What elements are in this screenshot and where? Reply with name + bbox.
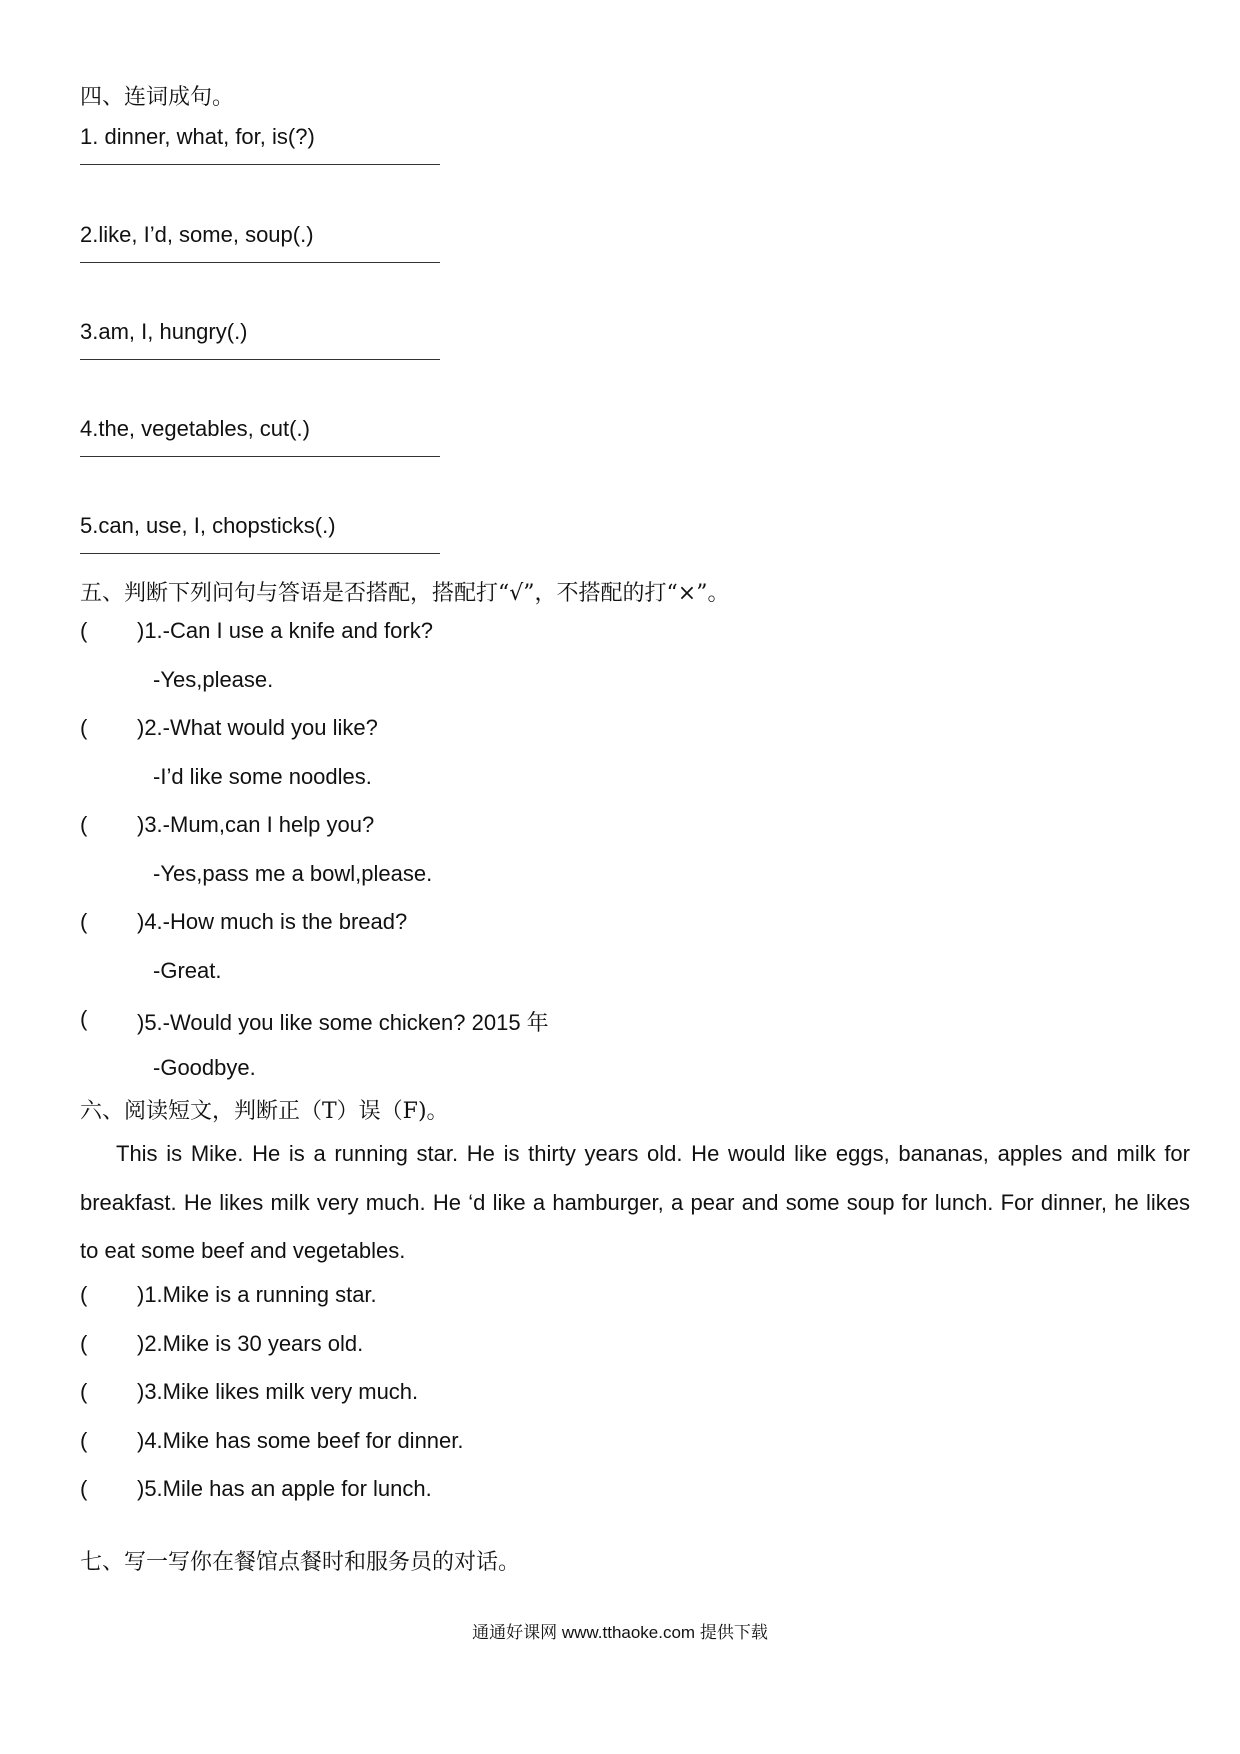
answer-line-1[interactable] — [80, 164, 440, 165]
answer-line-5[interactable] — [80, 553, 440, 554]
answer-line-2[interactable] — [80, 262, 440, 263]
s5-blank-2[interactable]: ( — [80, 715, 88, 740]
section6-heading: 六、阅读短文，判断正（T）误（F)。 — [80, 1099, 449, 1124]
s6-blank-3[interactable]: ( — [80, 1379, 88, 1404]
s5-answer-1: -Yes,please. — [153, 667, 274, 692]
s4-item-1: 1. dinner, what, for, is(?) — [80, 124, 315, 149]
footer-credit: 通通好课网 www.tthaoke.com 提供下载 — [472, 1623, 768, 1642]
s4-item-4: 4.the, vegetables, cut(.) — [80, 416, 310, 441]
s5-answer-4: -Great. — [153, 958, 222, 983]
section5-heading: 五、判断下列问句与答语是否搭配，搭配打“√”，不搭配的打“×”。 — [80, 581, 730, 606]
s6-statement-2: )2.Mike is 30 years old. — [137, 1331, 364, 1356]
answer-line-3[interactable] — [80, 359, 440, 360]
s5-question-1: )1.-Can I use a knife and fork? — [137, 618, 433, 643]
s6-blank-5[interactable]: ( — [80, 1476, 88, 1501]
s5-question-5: )5.-Would you like some chicken? 2015 年 — [137, 1010, 549, 1035]
s6-statement-5: )5.Mile has an apple for lunch. — [137, 1476, 432, 1501]
reading-passage-text: This is Mike. He is a running star. He is thirty years old. He would like eggs, bananas, apples and milk for breakfast. He likes milk very much. He ‘d like a hamburger, a pear and some soup for lunch. For dinner, he likes to eat some beef and vegetables. — [80, 1141, 1190, 1264]
s5-blank-5[interactable]: ( — [80, 1006, 88, 1031]
section4-heading: 四、连词成句。 — [80, 85, 235, 110]
s6-statement-4: )4.Mike has some beef for dinner. — [137, 1428, 464, 1453]
s5-answer-3: -Yes,pass me a bowl,please. — [153, 861, 433, 886]
s6-statement-3: )3.Mike likes milk very much. — [137, 1379, 419, 1404]
s4-item-5: 5.can, use, I, chopsticks(.) — [80, 513, 336, 538]
s6-statement-1: )1.Mike is a running star. — [137, 1282, 377, 1307]
s5-blank-4[interactable]: ( — [80, 909, 88, 934]
s5-answer-5: -Goodbye. — [153, 1055, 256, 1080]
s5-question-4: )4.-How much is the bread? — [137, 909, 408, 934]
s6-blank-2[interactable]: ( — [80, 1331, 88, 1356]
s5-question-2: )2.-What would you like? — [137, 715, 378, 740]
s4-item-3: 3.am, I, hungry(.) — [80, 319, 248, 344]
answer-line-4[interactable] — [80, 456, 440, 457]
s6-blank-1[interactable]: ( — [80, 1282, 88, 1307]
s4-item-2: 2.like, I’d, some, soup(.) — [80, 222, 314, 247]
s5-blank-3[interactable]: ( — [80, 812, 88, 837]
section7-heading: 七、写一写你在餐馆点餐时和服务员的对话。 — [80, 1550, 521, 1575]
s5-question-3: )3.-Mum,can I help you? — [137, 812, 375, 837]
reading-passage — [80, 1130, 1190, 1276]
s5-blank-1[interactable]: ( — [80, 618, 88, 643]
s5-answer-2: -I’d like some noodles. — [153, 764, 372, 789]
s6-blank-4[interactable]: ( — [80, 1428, 88, 1453]
